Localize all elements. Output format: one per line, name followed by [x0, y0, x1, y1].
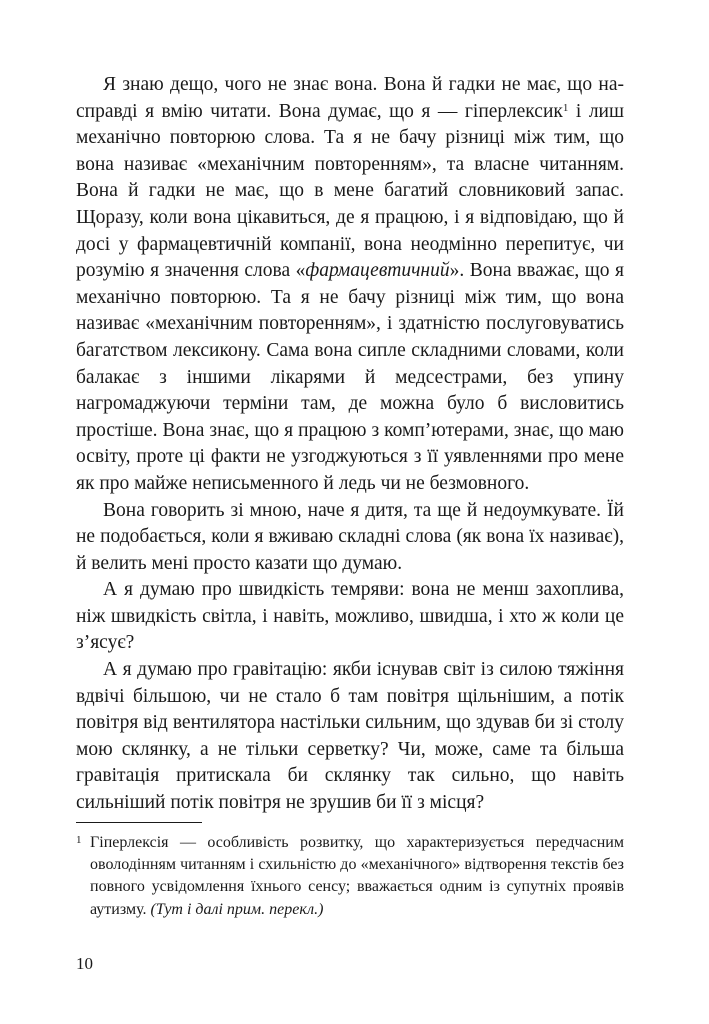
footnote-reference[interactable]: 1: [562, 101, 569, 114]
footnote-translator-note: (Тут і далі прим. перекл.): [150, 900, 324, 918]
paragraph-1-emphasis: фармацевтичний: [305, 260, 450, 282]
paragraph-4: А я думаю про гравітацію: якби існував світ із силою тяжіння вдвічі більшою, чи не стало б там повітря щільнішим, а потік повітря від вентилятора настільки сильним, що здував би зі столу мою склянку, а не тільки серветку? Чи, може, саме та більша гравітація притискала би склянку так сильно, що навіть сильніший потік повітря не зрушив би її з місця?: [76, 659, 624, 814]
paragraph-1-text-c: ». Вона вважає, що я механічно повторюю. Та я не бачу різниці між тим, що вона називає «механічним повторенням», і здатністю послуговуватись багатством лексикону. Сама вона сипле складними словами, коли балакає з іншими лікарями й медсестрами, без упину нагромаджуючи терміни там, де можна було б висловитись простіше. Вона знає, що я працюю з комп’ютерами, знає, що маю освіту, проте ці факти не узгоджуються з її уявленнями про мене як про майже неписьменного й ледь чи не безмовного.: [76, 260, 624, 494]
paragraph-2: Вона говорить зі мною, наче я дитя, та ще й недоумкувате. Їй не подобається, коли я вживаю складні слова (як вона їх називає), й велить мені просто казати що думаю.: [76, 499, 624, 574]
page-number: 10: [76, 954, 93, 973]
footnote: [76, 832, 624, 921]
paragraph-3: А я думаю про швидкість темряви: вона не менш захоплива, ніж швидкість світла, і навіть, можливо, швидша, і хто ж коли це з’ясує?: [76, 579, 624, 654]
footnote-divider: [76, 822, 202, 823]
paragraph-1: [76, 72, 624, 498]
footnote-number: 1: [76, 834, 82, 846]
main-text: [76, 72, 624, 817]
footnote-text: Гіперлексія — особливість розвитку, що характеризується передчасним оволодінням читанням і схильністю до «механічного» відтворення текстів без повного усвідомлення їхнього сенсу; вважається одним із супутніх проявів аутизму.: [90, 834, 624, 918]
paragraph-1-text-a: Я знаю дещо, чого не знає вона. Вона й гадки не має, що насправді я вмію читати. Вона думає, що я — гіперлексик: [76, 74, 624, 122]
footnote-body: [90, 832, 624, 921]
paragraph-1-text-b: і лиш механічно повторюю слова. Та я не бачу різниці між тим, що вона називає «механічним повторенням», та власне читанням. Вона й гадки не має, що в мене багатий словниковий запас. Щоразу, коли вона цікавиться, де я працюю, і я відповідаю, що й досі у фармацевтичній компанії, вона неодмінно перепитує, чи розумію я значення слова «: [76, 100, 625, 282]
